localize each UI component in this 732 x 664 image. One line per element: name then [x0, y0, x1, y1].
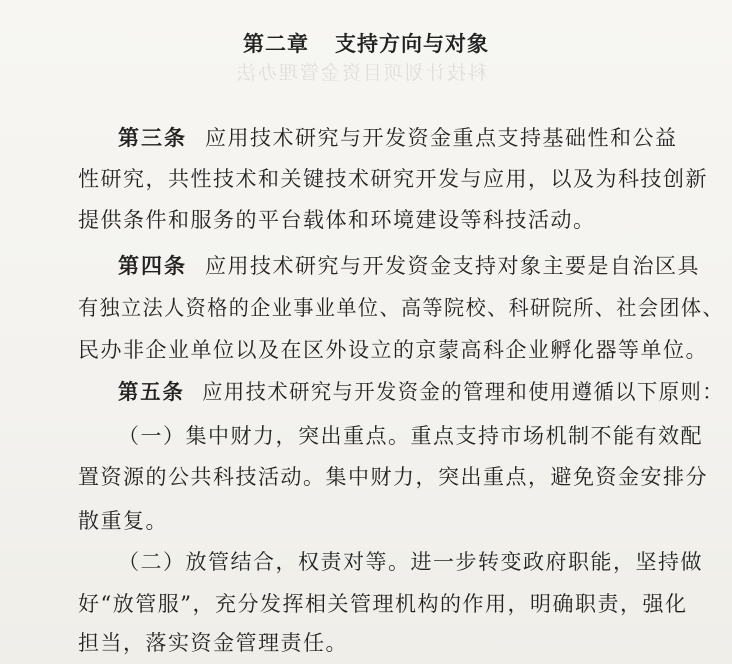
article-3-line-3: 提供条件和服务的平台载体和环境建设等科技活动。: [78, 208, 596, 232]
bleed-through-text: 科技计划项目资金管理办法: [235, 62, 488, 84]
article-4-line-1: [118, 250, 700, 280]
article-3-line-1: [118, 122, 678, 152]
article-4-line-2: 有独立法人资格的企业事业单位、高等院校、科研院所、社会团体、: [78, 296, 724, 320]
article-text: 应用技术研究与开发资金的管理和使用遵循以下原则：: [202, 380, 724, 404]
article-4-line-3: 民办非企业单位以及在区外设立的京蒙高科企业孵化器等单位。: [78, 338, 708, 362]
principle-2-line-3: 担当，落实资金管理责任。: [78, 631, 348, 655]
chapter-heading: [0, 28, 732, 58]
chapter-number: 第二章: [243, 31, 309, 56]
article-label: 第四条: [118, 253, 187, 278]
article-3-line-2: 性研究，共性技术和关键技术研究开发与应用，以及为科技创新: [78, 167, 708, 191]
principle-1-line-3: 散重复。: [78, 509, 168, 533]
article-5-line-1: [118, 376, 724, 406]
article-text: 应用技术研究与开发资金重点支持基础性和公益: [205, 126, 678, 150]
principle-1-line-2: 置资源的公共科技活动。集中财力，突出重点，避免资金安排分: [78, 465, 708, 489]
article-text: 应用技术研究与开发资金支持对象主要是自治区具: [205, 254, 700, 278]
chapter-title: 支持方向与对象: [335, 31, 489, 56]
article-label: 第三条: [118, 125, 187, 150]
principle-1-line-1: （一）集中财力，突出重点。重点支持市场机制不能有效配: [118, 424, 703, 448]
principle-2-line-1: （二）放管结合，权责对等。进一步转变政府职能，坚持做: [118, 550, 703, 574]
principle-2-line-2: 好“放管服”，充分发挥相关管理机构的作用，明确职责，强化: [78, 592, 688, 616]
article-label: 第五条: [118, 379, 185, 404]
